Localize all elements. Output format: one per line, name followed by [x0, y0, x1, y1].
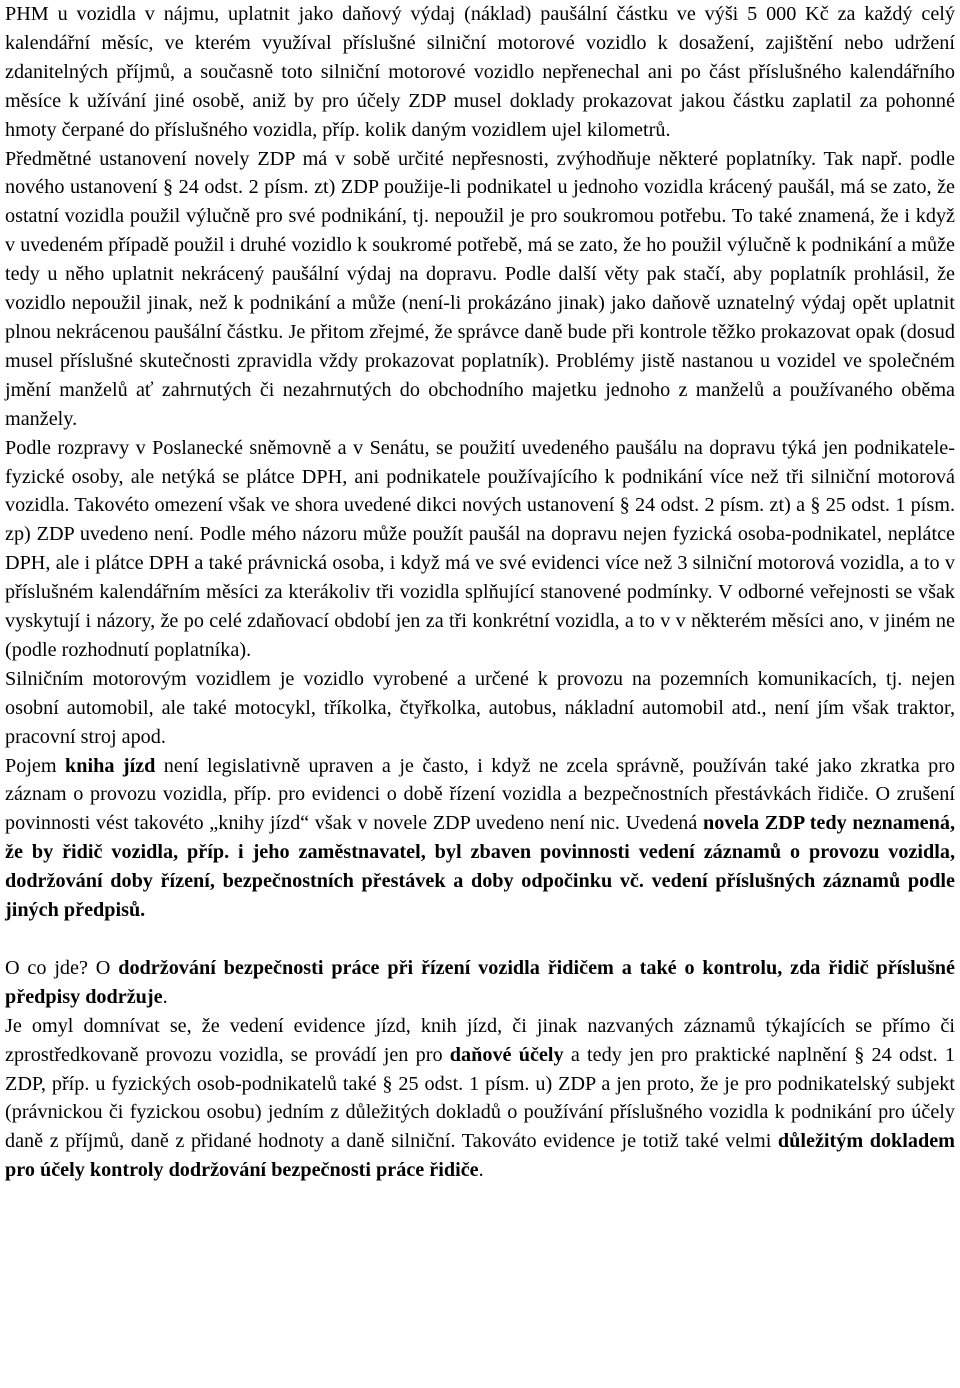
bold-term: daňové účely [449, 1043, 564, 1066]
text-run: Předmětné ustanovení novely ZDP má v sobě určité nepřesnosti, zvýhodňuje některé poplatníky. Tak např. podle nového ustanovení § 24 odst. 2 písm. zt) ZDP použije-li podnikatel u jednoho vozidla krácený paušál, má se zato, že ostatní vozidla použil výlučně pro své podnikání, tj. nepoužil je pro soukromou potřebu. To také znamená, že i když v uvedeném případě použil i druhé vozidlo k soukromé potřebě, má se zato, že ho použil výlučně k podnikání a může tedy u něho uplatnit nekrácený paušální výdaj na dopravu. Podle další věty pak stačí, aby poplatník prohlásil, že vozidlo nepoužil jinak, než k podnikání a může (není-li prokázáno jinak) jako daňově uznatelný výdaj opět uplatnit plnou nekrácenou paušální částku. Je přitom zřejmé, že správce daně bude při kontrole těžko prokazovat opak (dosud musel příslušné skutečnosti zpravidla vždy prokazovat poplatník). Problémy jistě nastanou u vozidel ve společném jmění manželů ať zahrnutých či nezahrnutých do obchodního majetku jednoho z manželů a používaného oběma manžely. [5, 147, 955, 430]
paragraph-rozprava [5, 434, 955, 665]
text-run: Silničním motorovým vozidlem je vozidlo vyrobené a určené k provozu na pozemních komunikacích, tj. nejen osobní automobil, ale také motocykl, tříkolka, čtyřkolka, autobus, nákladní automobil atd., není jím však traktor, pracovní stroj apod. [5, 667, 955, 748]
text-run: Je omyl domnívat se, že vedení evidence jízd, knih jízd, či jinak nazvaných záznamů týkajících se přímo či zprostředkovaně provozu vozidla, se provádí jen pro [5, 1014, 955, 1066]
text-run: . [478, 1159, 484, 1182]
text-run: O co jde? O [5, 956, 119, 979]
paragraph-novela-nepresnosti [5, 145, 955, 434]
bold-statement: novela ZDP tedy neznamená, že by řidič vozidla, příp. i jeho zaměstnavatel, byl zbaven povinnosti vedení záznamů o provozu vozidla, dodržování doby řízení, bezpečnostních přestávek a doby odpočinku vč. vedení příslušných záznamů podle jiných předpisů. [5, 812, 955, 922]
text-run: Pojem [5, 754, 66, 777]
text-run: a tedy jen pro praktické naplnění § 24 odst. 1 ZDP, příp. u fyzických osob-podnikatelů také § 25 odst. 1 písm. u) ZDP a jen proto, že je pro podnikatelský subjekt (právnickou či fyzickou osobu) jedním z důležitých dokladů o používání příslušného vozidla k podnikání pro účely daně z příjmů, daně z přidané hodnoty a daně silniční. Takováto evidence je totiž také velmi [5, 1043, 956, 1153]
paragraph-kniha-jizd [5, 752, 955, 925]
paragraph-o-co-jde [5, 954, 955, 1012]
text-run: PHM u vozidla v nájmu, uplatnit jako daňový výdaj (náklad) paušální částku ve výši 5 000 Kč za každý celý kalendářní měsíc, ve kterém využíval příslušné silniční motorové vozidlo k dosažení, zajištění nebo udržení zdanitelných příjmů, a současně toto silniční motorové vozidlo nepřenechal ani po část příslušného kalendářního měsíce k užívání jiné osobě, aniž by pro účely ZDP musel doklady prokazovat jakou částku zaplatil za pohonné hmoty čerpané do příslušného vozidla, příp. kolik daným vozidlem ujel kilometrů. [5, 3, 955, 141]
text-run: není legislativně upraven a je často, i když ne zcela správně, používán také jako zkratka pro záznam o provozu vozidla, příp. pro evidenci o době řízení vozidla a bezpečnostních přestávkách řidiče. O zrušení povinnosti vést takovéto „knihy jízd“ však v novele ZDP uvedeno není nic. Uvedená [5, 754, 956, 835]
paragraph-silnicni-vozidlo [5, 665, 955, 752]
paragraph-phm-paushal [5, 0, 955, 145]
paragraph-omyl [5, 1012, 955, 1185]
text-run: . [162, 985, 168, 1008]
bold-statement: důležitým dokladem pro účely kontroly dodržování bezpečnosti práce řidiče [5, 1130, 955, 1182]
bold-statement: dodržování bezpečnosti práce při řízení vozidla řidičem a také o kontrolu, zda řidič příslušné předpisy dodržuje [5, 956, 955, 1008]
blank-line [5, 925, 955, 954]
bold-term: kniha jízd [65, 754, 156, 777]
text-run: Podle rozpravy v Poslanecké sněmovně a v Senátu, se použití uvedeného paušálu na dopravu týká jen podnikatele-fyzické osoby, ale netýká se plátce DPH, ani podnikatele používajícího k podnikání více než tři silniční motorová vozidla. Takovéto omezení však ve shora uvedené dikci nových ustanovení § 24 odst. 2 písm. zt) a § 25 odst. 1 písm. zp) ZDP uvedeno není. Podle mého názoru může použít paušál na dopravu nejen fyzická osoba-podnikatel, neplátce DPH, ale i plátce DPH a také právnická osoba, i když má ve své evidenci více než 3 silniční motorová vozidla, a to v příslušném kalendářním měsíci za kterákoliv tři vozidla splňující stanovené podmínky. V odborné veřejnosti se však vyskytují i názory, že po celé zdaňovací období jen za tři konkrétní vozidla, a to v v některém měsíci ano, v jiném ne (podle rozhodnutí poplatníka). [5, 436, 955, 661]
